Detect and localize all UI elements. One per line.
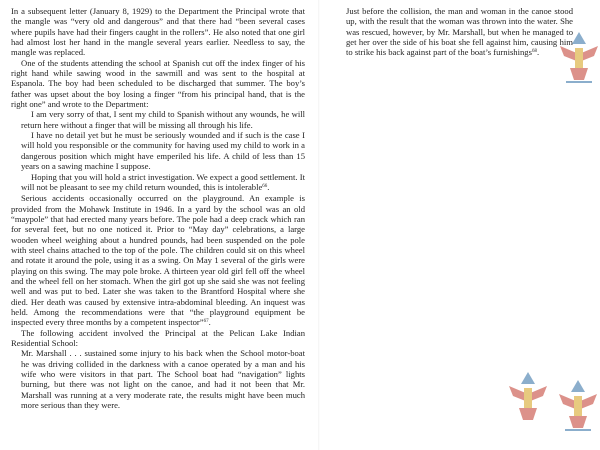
page-gutter [318,0,320,450]
paragraph-collision: Just before the collision, the man and woman in the canoe stood up, with the result that the woman was thrown into the water. She was rescued, however, by Mr. Marshall, but when he managed to get her over the side of his boat she fell against him, causing him to strike his back against part of the boat’s furnishings$^{68}$. [346,6,573,58]
footnote-ref-66: 66 [262,183,268,189]
paragraph-collision-text: Just before the collision, the man and woman in the canoe stood up, with the result that the woman was thrown into the water. She was rescued, however, by Mr. Marshall, but when he managed to get her over the side of his boat she fell against him, causing him to strike his back against part of the boat’s furnishings [346,6,573,58]
left-page-text [11,6,305,410]
quote-father-3-text: Hoping that you will hold a strict investigation. We expect a good settlement. It will not be pleasant to see my child return wounded, this is intolerable [21,171,305,192]
quote-marshall: Mr. Marshall . . . sustained some injury to his back when the School motor-boat he was driving collided in the darkness with a canoe operated by a man and his wife who were visitors in that part. The School boat had “navigation” lights burning, but there was not light on the canoe, and had it not been that Mr. Marshall was running at a very moderate rate, the results might have been much more serious than they were. [21,348,305,411]
paragraph-pelican-lake: The following accident involved the Principal at the Pelican Lake Indian Residential School: [11,327,305,348]
thunderbird-watermark-icon [555,378,600,436]
paragraph-maypole-text: Serious accidents occasionally occurred on the playground. An example is provided from the Mohawk Institute in 1946. In a yard by the school was an old “maypole” that had erected many years before. The pole had a deep crack which ran for several feet, but no one noticed it. Prior to “May day” celebrations, a large wooden wheel weighing about a hundred pounds, had been suspended on the pole with steel chains attached to the top of the pole. The children could sit on this wheel and rotate it around the pole, using it as a swing. On May 1 several of the girls were playing on this swing. The may pole broke. A thirteen year old girl fell off the wheel and the wheel fell on her stomach. When the girl got up she said she was not feeling well and was put to bed. Later she was taken to the Brantford Hospital where she died. Her death was caused by extensive intra-abdominal bleeding. An inquest was held. Among the recommendations were that “the playground equipment be inspected every three months by a competent inspector” [11,193,305,328]
footnote-ref-68: 68 [531,49,537,55]
paragraph-maypole: Serious accidents occasionally occurred on the playground. An example is provided from the Mohawk Institute in 1946. In a yard by the school was an old “maypole” that had erected many years before. The pole had a deep crack which ran for several feet, but no one noticed it. Prior to “May day” celebrations, a large wooden wheel weighing about a hundred pounds, had been suspended on the pole with steel chains attached to the top of the pole. The children could sit on this wheel and rotate it around the pole, using it as a swing. On May 1 several of the girls were playing on this swing. The may pole broke. A thirteen year old girl fell off the wheel and the wheel fell on her stomach. When the girl got up she said she was not feeling well and was put to bed. Later she was taken to the Brantford Hospital where she died. Her death was caused by extensive intra-abdominal bleeding. An inquest was held. Among the recommendations were that “the playground equipment be inspected every three months by a competent inspector”$^{67}$. [11,193,305,328]
paragraph-mangle: In a subsequent letter (January 8, 1929) to the Department the Principal wrote that the mangle was “very old and dangerous” and that there had “been several cases where pupils have had their fingers caught in the rollers”. He also noted that one girl had almost lost her hand in the mangle several years earlier. Needless to say, the mangle was replaced. [11,6,305,58]
thunderbird-watermark-icon [505,370,551,428]
quote-father-1: I am very sorry of that, I sent my child to Spanish without any wounds, he will return here without a finger that will be missing all through his life. [21,109,305,130]
thunderbird-watermark-icon [556,30,600,88]
paragraph-finger-injury: One of the students attending the school at Spanish cut off the index finger of his right hand while sawing wood in the sawmill and was sent to the hospital at Espanola. The boy had been scheduled to be discharged that summer. The boy’s father was upset about the boy losing a finger “from his principal hand, that is the right one” and wrote to the Department: [11,57,305,110]
footnote-ref-67: 67 [203,319,209,325]
quote-father-2: I have no detail yet but he must be seriously wounded and if such is the case I will hold you responsible or the community for having used my child to work in a dangerous position which might have emperiled his life. A child of less than 15 years on a sawing machine I suppose. [21,130,305,172]
quote-father-3: Hoping that you will hold a strict investigation. We expect a good settlement. It will not be pleasant to see my child return wounded, this is intolerable$^{66}$. [21,171,305,192]
right-page-text [346,6,573,58]
